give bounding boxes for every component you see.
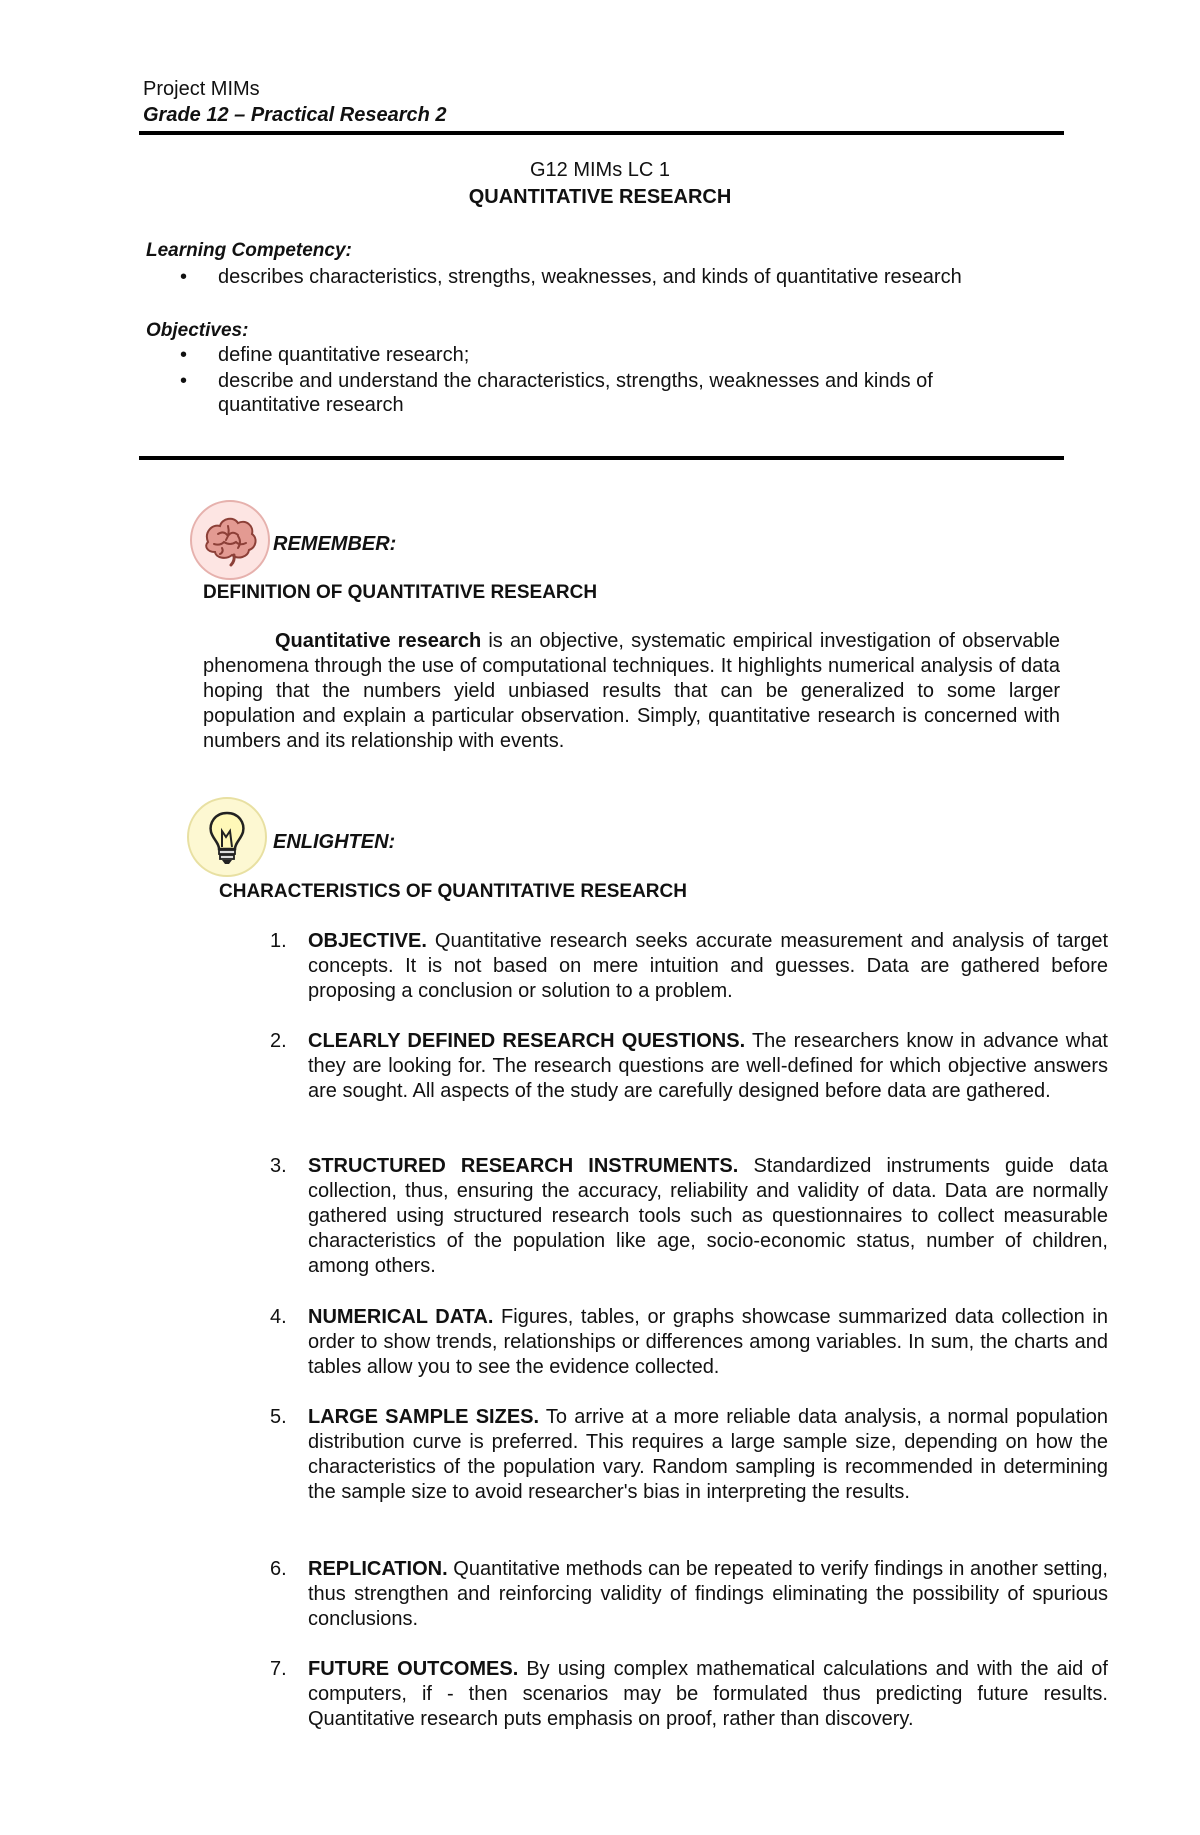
list-item: • describes characteristics, strengths, weaknesses, and kinds of quantitative research (180, 266, 962, 288)
brain-icon (190, 500, 270, 580)
list-item: 4. NUMERICAL DATA. Figures, tables, or graphs showcase summarized data collection in order to show trends, relationships or differences among variables. In sum, the charts and tables allow you to see the evidence collected. (270, 1306, 1108, 1378)
remember-tag: REMEMBER: (273, 533, 397, 555)
definition-body: is an objective, systematic empirical investigation of observable phenomena through the use of computational techniques. It highlights numerical analysis of data hoping that the numbers yield unbiased results that can be generalized to some larger population and explain a particular observation. Simply, quantitative research is concerned with numbers and its relationship with events. (203, 630, 1061, 752)
list-item: 2. CLEARLY DEFINED RESEARCH QUESTIONS. The researchers know in advance what they are looking for. The research questions are well-defined for which objective answers are sought. All aspects of the study are carefully designed before data are gathered. (270, 1030, 1108, 1102)
definition-paragraph (203, 629, 1060, 754)
lightbulb-icon (187, 797, 267, 877)
objectives-label: Objectives: (146, 320, 249, 341)
section-rule (139, 456, 1064, 460)
list-item: • define quantitative research; (180, 344, 470, 366)
list-item: • describe and understand the characteristics, strengths, weaknesses and kinds of quantitative research (180, 370, 933, 416)
list-item: 7. FUTURE OUTCOMES. By using complex mathematical calculations and with the aid of computers, if - then scenarios may be formulated thus predicting future results. Quantitative research puts emphasis on proof, rather than discovery. (270, 1658, 1108, 1730)
doc-code: G12 MIMs LC 1 (529, 159, 671, 181)
list-item: 3. STRUCTURED RESEARCH INSTRUMENTS. Standardized instruments guide data collection, thus, ensuring the accuracy, reliability and validity of data. Data are normally gathered using structured research tools such as questionnaires to collect measurable characteristics of the population like age, socio-economic status, number of children, among others. (270, 1155, 1108, 1277)
enlighten-tag: ENLIGHTEN: (273, 831, 396, 853)
list-item: 6. REPLICATION. Quantitative methods can be repeated to verify findings in another setting, thus strengthen and reinforcing validity of findings eliminating the possibility of spurious conclusions. (270, 1558, 1108, 1630)
top-rule (139, 131, 1064, 135)
header-subject: Grade 12 – Practical Research 2 (143, 104, 447, 126)
header-project: Project MIMs (143, 78, 260, 100)
list-item: 5. LARGE SAMPLE SIZES. To arrive at a more reliable data analysis, a normal population distribution curve is preferred. This requires a large sample size, depending on how the characteristics of the population vary. Random sampling is recommended in determining the sample size to avoid researcher's bias in interpreting the results. (270, 1406, 1108, 1503)
definition-term: Quantitative research (275, 630, 482, 652)
competency-list (146, 265, 1046, 291)
list-item: 1. OBJECTIVE. Quantitative research seeks accurate measurement and analysis of target concepts. It is not based on mere intuition and guesses. Data are gathered before proposing a conclusion or solution to a problem. (270, 930, 1108, 1002)
objectives-list (146, 343, 1026, 419)
doc-title: QUANTITATIVE RESEARCH (468, 186, 732, 208)
competency-label: Learning Competency: (146, 240, 352, 261)
remember-heading: DEFINITION OF QUANTITATIVE RESEARCH (203, 582, 598, 603)
characteristics-list (270, 929, 1108, 1730)
enlighten-heading: CHARACTERISTICS OF QUANTITATIVE RESEARCH (219, 881, 687, 902)
